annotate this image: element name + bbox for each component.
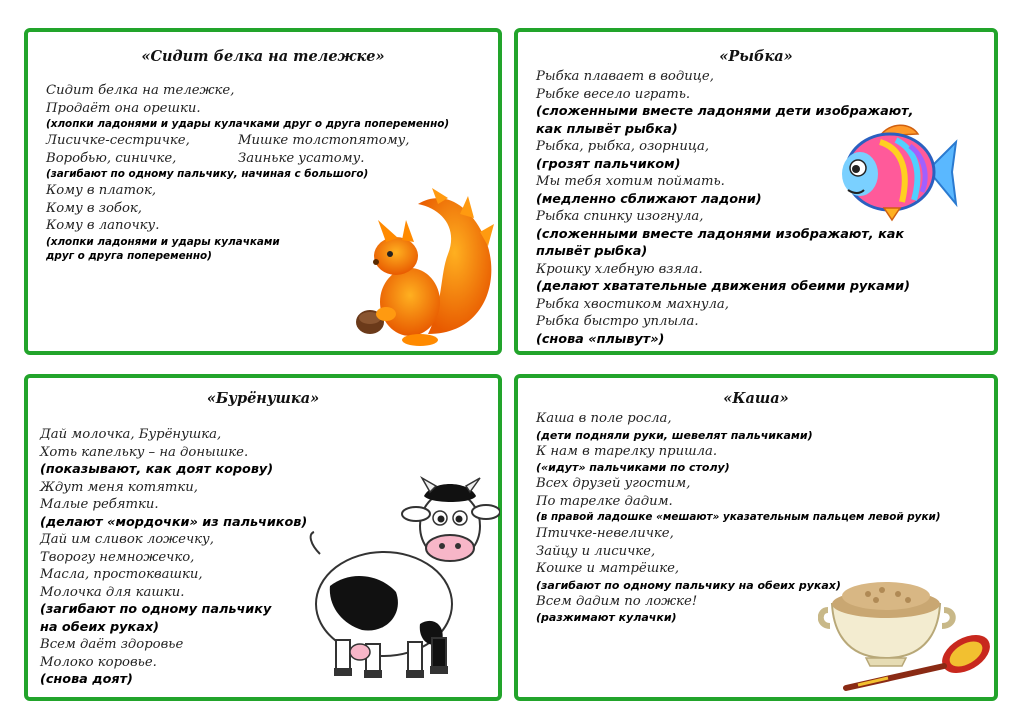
poem-line: Крошку хлебную взяла.	[536, 261, 703, 277]
instruction-line: (дети подняли руки, шевелят пальчиками)	[536, 428, 813, 442]
instruction-line: (сложенными вместе ладонями изображают, как	[536, 226, 905, 242]
poem-line: По тарелке дадим.	[536, 493, 673, 509]
instruction-line: (хлопки ладонями и удары кулачками	[46, 235, 280, 248]
poem-line-part: Воробью, синичке,	[46, 150, 177, 166]
instruction-line: («идут» пальчиками по столу)	[536, 461, 730, 474]
instruction-line: (сложенными вместе ладонями дети изображают,	[536, 104, 914, 119]
poem-line: Всем дадим по ложке!	[536, 593, 698, 609]
poem-line: Кому в платок,	[46, 183, 157, 198]
poem-line: К нам в тарелку пришла.	[536, 443, 718, 459]
poem-line: Кому в зобок,	[46, 200, 142, 216]
poem-line-part: Лисичке-сестричке,	[46, 133, 190, 148]
poem-line: Сидит белка на тележке,	[46, 83, 235, 98]
card-fish	[514, 28, 998, 355]
instruction-line: на обеих руках)	[40, 619, 159, 635]
instruction-line: (делают «мордочки» из пальчиков)	[40, 514, 308, 530]
card-porridge	[514, 374, 998, 701]
card-title: «Рыбка»	[719, 48, 793, 65]
poem-line	[46, 132, 449, 150]
poem-line: Масла, простоквашки,	[40, 567, 203, 582]
instruction-line: плывёт рыбка)	[536, 244, 648, 259]
poem-line-part: Мишке толстопятому,	[238, 133, 410, 148]
instruction-line: (делают хватательные движения обеими руками)	[536, 279, 910, 294]
poem-line: Хоть капельку – на донышке.	[40, 444, 249, 460]
poem-line: Кошке и матрёшке,	[536, 561, 680, 576]
instruction-line: (загибают по одному пальчику на обеих руках)	[536, 578, 841, 592]
poem-line: Рыбка спинку изогнула,	[536, 209, 704, 224]
poem-line: Рыбка хвостиком махнула,	[536, 296, 729, 312]
card-title: «Сидит белка на тележке»	[141, 48, 385, 65]
instruction-line: (хлопки ладонями и удары кулачками друг о друга попеременно)	[46, 118, 450, 130]
poem-line: Мы тебя хотим поймать.	[536, 174, 725, 189]
instruction-line: (разжимают кулачки)	[536, 611, 677, 624]
poem-line: Рыбка быстро уплыла.	[536, 314, 699, 329]
poem-line: Творогу немножечко,	[40, 549, 195, 565]
poem-line: Ждут меня котятки,	[40, 479, 198, 495]
poem-line	[46, 150, 449, 168]
poem-line: Малые ребятки.	[40, 497, 159, 512]
poem-line: Дай им сливок ложечку,	[40, 532, 214, 547]
poem-line: Птичке-невеличке,	[536, 526, 674, 541]
fish-illustration	[840, 120, 958, 225]
porridge-bowl-illustration	[818, 570, 994, 695]
instruction-line: (в правой ладошке «мешают» указательным пальцем левой руки)	[536, 511, 941, 523]
instruction-line: друг о друга попеременно)	[46, 249, 212, 262]
poem-line: Рыбка, рыбка, озорница,	[536, 139, 710, 154]
card-squirrel	[24, 28, 502, 355]
instruction-line: (загибают по одному пальчику, начиная с большого)	[46, 168, 369, 180]
instruction-line: (снова «плывут»)	[536, 331, 665, 347]
poem-line-part: Заиньке усатому.	[238, 150, 365, 166]
poem-line: Рыбке весело играть.	[536, 86, 691, 102]
cow-illustration	[300, 474, 500, 684]
card-cow	[24, 374, 502, 701]
instruction-line: (показывают, как доят корову)	[40, 462, 274, 477]
instruction-line: (медленно сближают ладони)	[536, 191, 762, 207]
poem-line: Всем даёт здоровье	[40, 637, 184, 652]
poem-line: Каша в поле росла,	[536, 411, 672, 426]
instruction-line: (грозят пальчиком)	[536, 156, 681, 172]
squirrel-illustration	[348, 184, 498, 349]
card-title: «Каша»	[723, 390, 789, 407]
instruction-line: (снова доят)	[40, 672, 133, 687]
poem-line: Всех друзей угостим,	[536, 476, 691, 491]
poem-line: Молочка для кашки.	[40, 584, 185, 600]
instruction-line: (загибают по одному пальчику	[40, 602, 272, 617]
poem-line: Зайцу и лисичке,	[536, 543, 656, 559]
poem-line: Молоко коровье.	[40, 654, 157, 670]
poem-line: Кому в лапочку.	[46, 218, 160, 233]
poem-line: Рыбка плавает в водице,	[536, 69, 714, 84]
poem-line: Дай молочка, Бурёнушка,	[40, 427, 222, 442]
instruction-line: как плывёт рыбка)	[536, 121, 678, 137]
poem-line: Продаёт она орешки.	[46, 100, 201, 116]
card-title: «Бурёнушка»	[206, 390, 320, 407]
